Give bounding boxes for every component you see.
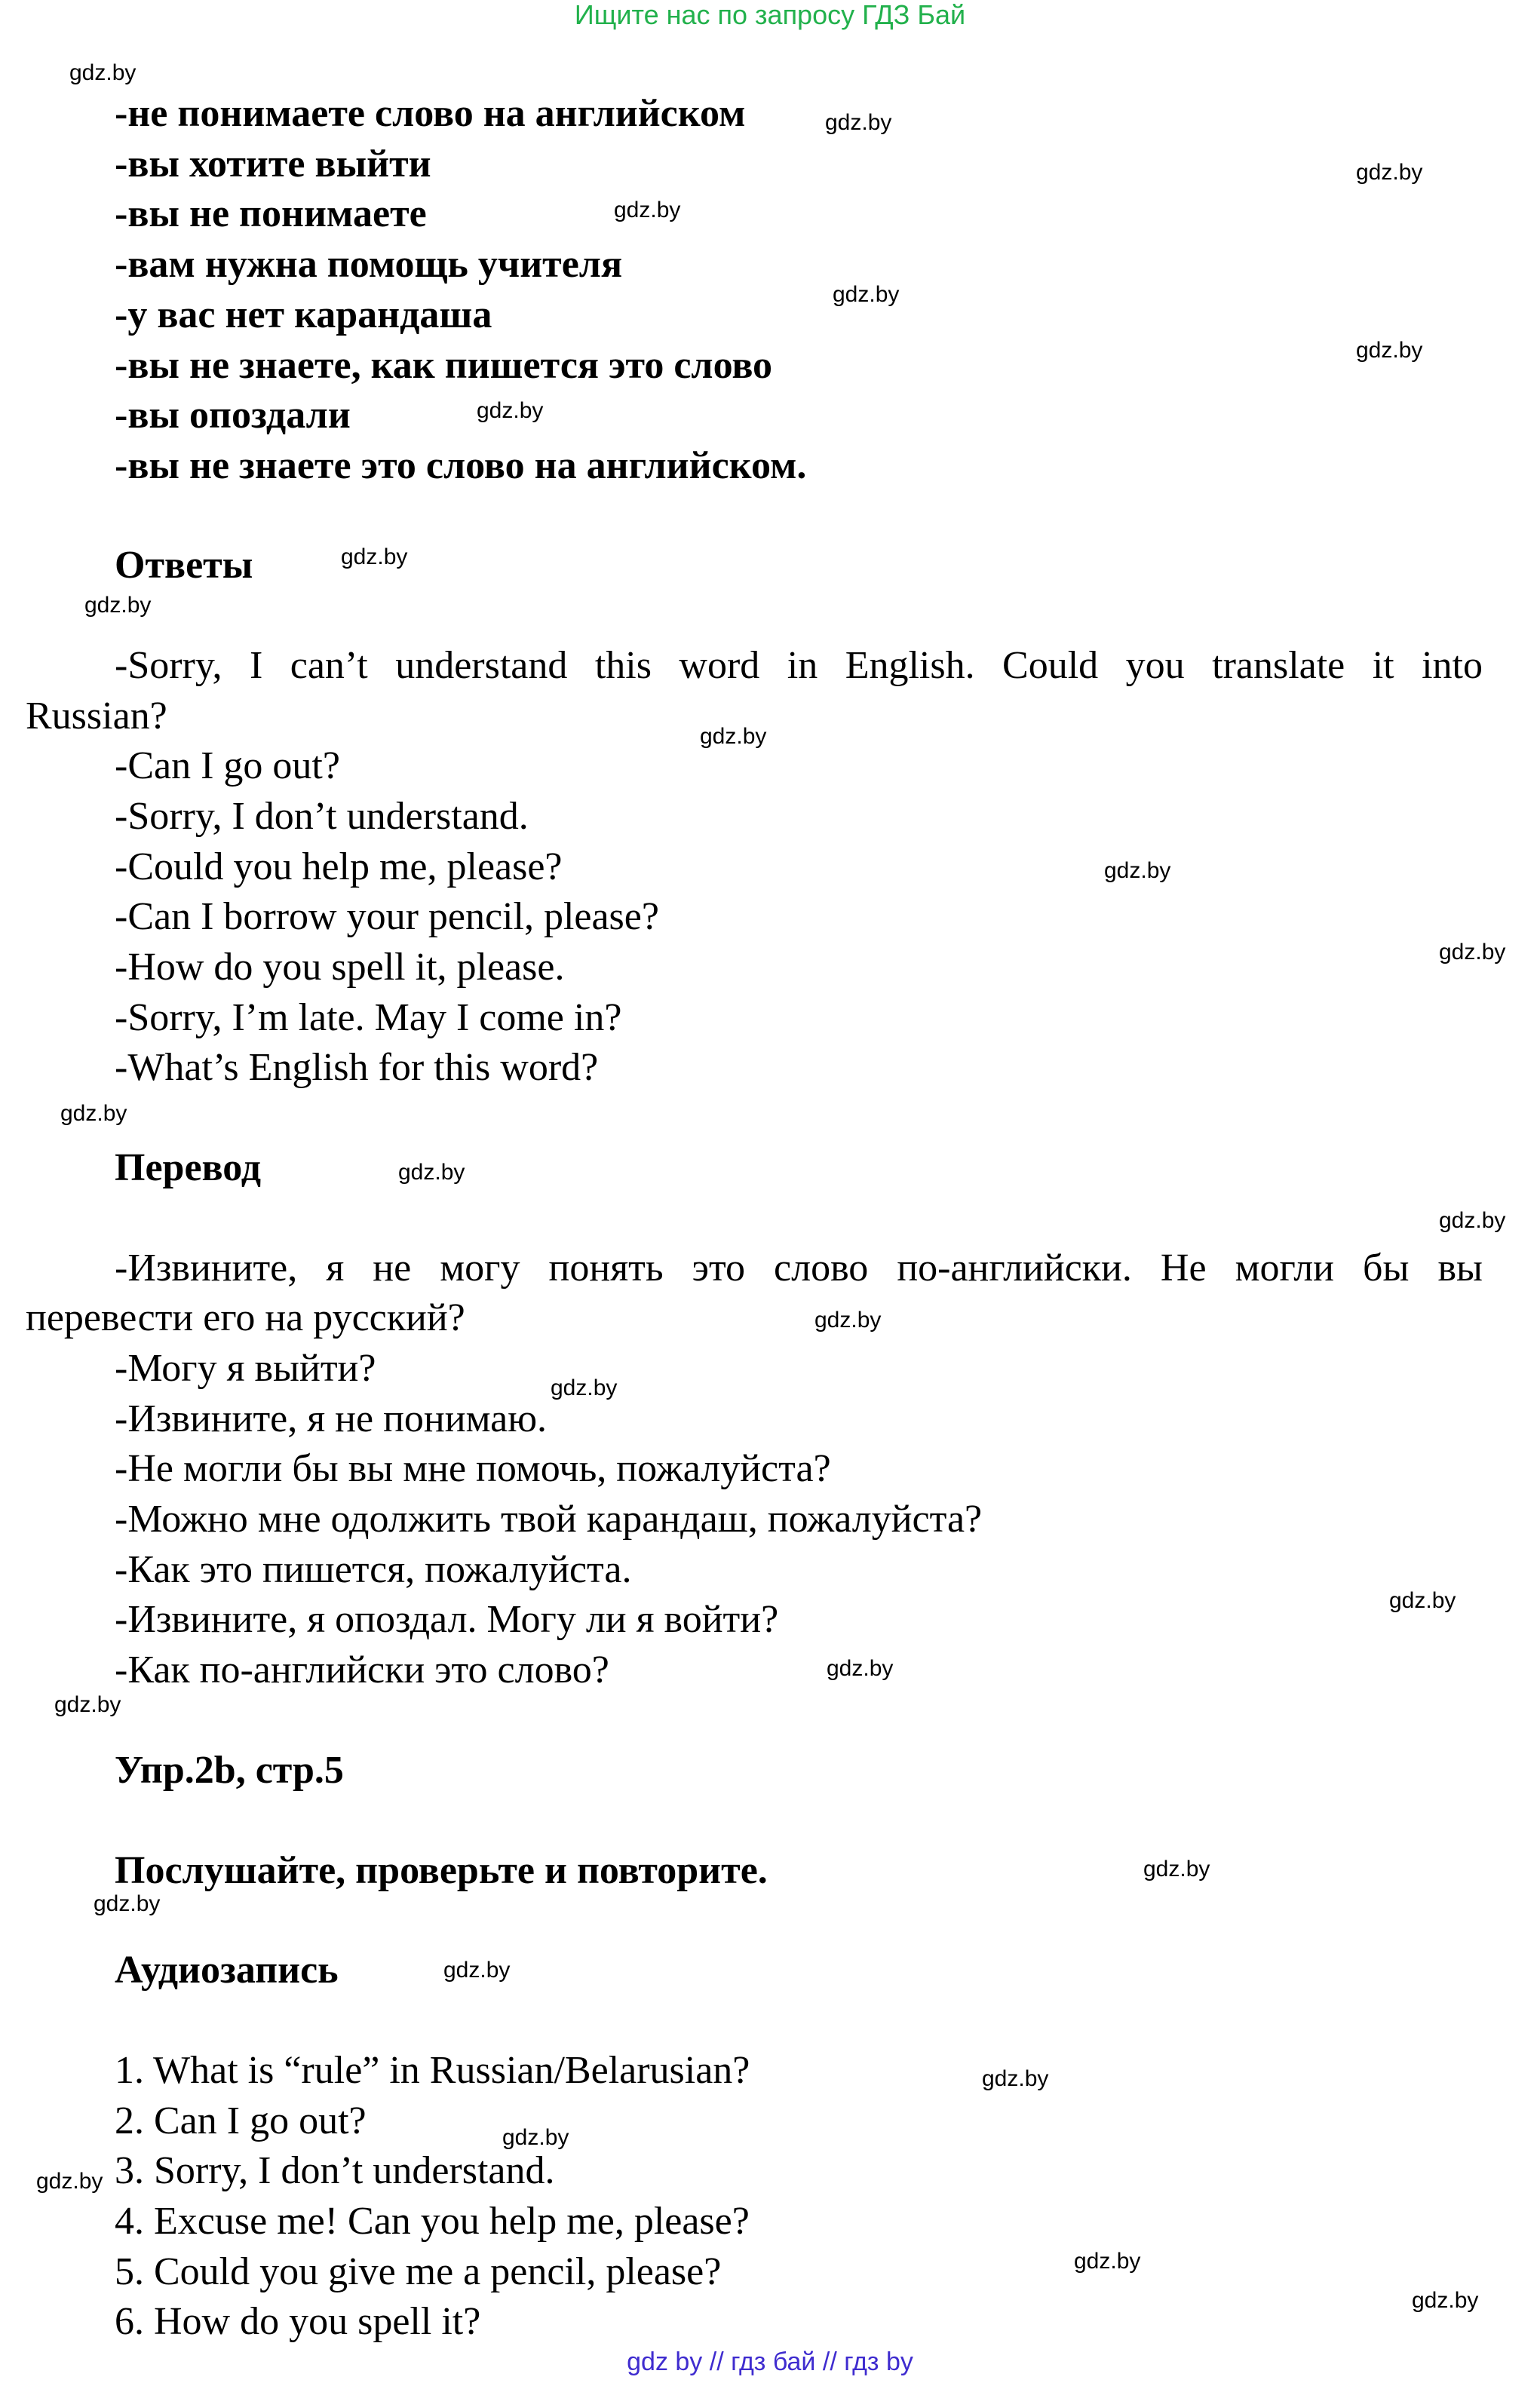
translation-line: -Извините, я не понимаю. bbox=[115, 1397, 548, 1440]
situation-line: -не понимаете слово на английском bbox=[115, 92, 746, 135]
watermark: gdz.by bbox=[341, 544, 408, 569]
watermark: gdz.by bbox=[1356, 338, 1423, 363]
watermark: gdz.by bbox=[94, 1891, 161, 1916]
watermark: gdz.by bbox=[551, 1375, 618, 1400]
answer-line: -What’s English for this word? bbox=[115, 1046, 599, 1089]
answer-line: -Can I go out? bbox=[115, 744, 340, 787]
translation-line: -Извините, я не могу понять это слово по-английски. Не могли бы вы bbox=[115, 1247, 1483, 1290]
watermark: gdz.by bbox=[1389, 1588, 1456, 1613]
watermark: gdz.by bbox=[398, 1160, 465, 1185]
answer-line: -How do you spell it, please. bbox=[115, 946, 565, 989]
situation-line: -вы не понимаете bbox=[115, 192, 427, 235]
audio-item: 6. How do you spell it? bbox=[115, 2300, 481, 2343]
watermark: gdz.by bbox=[614, 198, 681, 222]
situation-line: -вы опоздали bbox=[115, 394, 351, 437]
watermark: gdz.by bbox=[36, 2169, 103, 2194]
situation-line: -вам нужна помощь учителя bbox=[115, 243, 623, 286]
translation-line: -Извините, я опоздал. Могу ли я войти? bbox=[115, 1598, 779, 1641]
audio-item: 2. Can I go out? bbox=[115, 2099, 367, 2142]
watermark: gdz.by bbox=[833, 282, 900, 307]
translation-heading: Перевод bbox=[115, 1146, 262, 1189]
top-banner: Ищите нас по запросу ГДЗ Бай bbox=[574, 0, 966, 30]
exercise-instruction: Послушайте, проверьте и повторите. bbox=[115, 1849, 768, 1892]
audio-item: 1. What is “rule” in Russian/Belarusian? bbox=[115, 2049, 750, 2092]
situation-line: -вы не знаете это слово на английском. bbox=[115, 444, 807, 487]
answer-line: -Can I borrow your pencil, please? bbox=[115, 895, 659, 938]
watermark: gdz.by bbox=[700, 724, 767, 749]
watermark: gdz.by bbox=[443, 1958, 511, 1983]
situation-line: -вы не знаете, как пишется это слово bbox=[115, 344, 773, 387]
translation-line: -Как по-английски это слово? bbox=[115, 1648, 609, 1691]
watermark: gdz.by bbox=[814, 1308, 882, 1333]
watermark: gdz.by bbox=[1356, 160, 1423, 185]
watermark: gdz.by bbox=[982, 2066, 1049, 2091]
situation-line: -у вас нет карандаша bbox=[115, 293, 492, 336]
translation-line: -Как это пишется, пожалуйста. bbox=[115, 1548, 632, 1591]
watermark: gdz.by bbox=[827, 1656, 894, 1681]
watermark: gdz.by bbox=[60, 1101, 127, 1126]
watermark: gdz.by bbox=[1074, 2249, 1141, 2274]
watermark: gdz.by bbox=[1439, 940, 1506, 965]
watermark: gdz.by bbox=[84, 593, 152, 618]
answers-heading: Ответы bbox=[115, 544, 253, 587]
answer-line-continuation: Russian? bbox=[26, 695, 167, 738]
audio-heading: Аудиозапись bbox=[115, 1949, 339, 1992]
translation-line-continuation: перевести его на русский? bbox=[26, 1296, 465, 1339]
watermark: gdz.by bbox=[502, 2125, 569, 2150]
watermark: gdz.by bbox=[1143, 1857, 1210, 1882]
exercise-title: Упр.2b, стр.5 bbox=[115, 1749, 344, 1792]
watermark: gdz.by bbox=[69, 60, 137, 85]
watermark: gdz.by bbox=[54, 1692, 121, 1717]
audio-item: 4. Excuse me! Can you help me, please? bbox=[115, 2200, 750, 2243]
audio-item: 3. Sorry, I don’t understand. bbox=[115, 2149, 555, 2192]
watermark: gdz.by bbox=[1104, 858, 1171, 883]
answer-line: -Sorry, I don’t understand. bbox=[115, 795, 529, 838]
answer-line: -Sorry, I’m late. May I come in? bbox=[115, 996, 622, 1039]
watermark: gdz.by bbox=[1439, 1208, 1506, 1233]
translation-line: -Можно мне одолжить твой карандаш, пожалуйста? bbox=[115, 1498, 983, 1541]
answer-line: -Could you help me, please? bbox=[115, 845, 563, 888]
watermark: gdz.by bbox=[825, 110, 892, 135]
translation-line: -Могу я выйти? bbox=[115, 1347, 376, 1390]
watermark: gdz.by bbox=[477, 398, 544, 423]
translation-line: -Не могли бы вы мне помочь, пожалуйста? bbox=[115, 1447, 831, 1490]
watermark: gdz.by bbox=[1412, 2288, 1479, 2313]
audio-item: 5. Could you give me a pencil, please? bbox=[115, 2250, 722, 2293]
situation-line: -вы хотите выйти bbox=[115, 143, 431, 186]
answer-line: -Sorry, I can’t understand this word in English. Could you translate it into bbox=[115, 644, 1483, 687]
bottom-banner: gdz by // гдз бай // гдз by bbox=[627, 2348, 913, 2376]
